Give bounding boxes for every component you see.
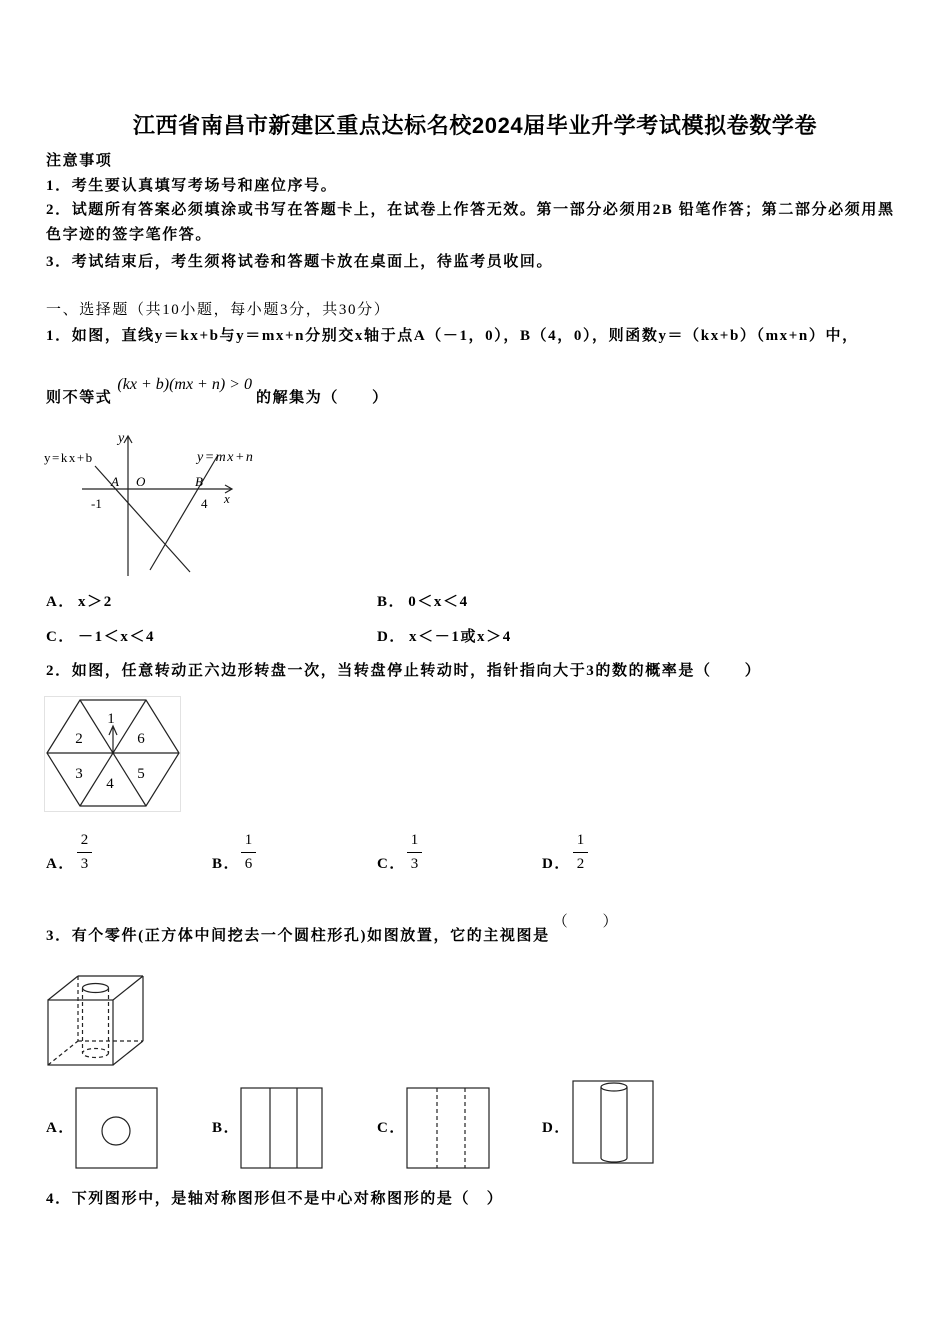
q2-option-b-label: B．: [212, 856, 241, 872]
q3-option-a-label: A．: [46, 1120, 76, 1136]
notice-item-2-line-2: 色字迹的签字笔作答。: [46, 227, 213, 243]
spinner-number: 6: [137, 731, 145, 747]
q1-stem-before: 则不等式: [46, 390, 113, 406]
cylinder-bottom: [601, 1158, 627, 1162]
cylinder-hidden-bottom: [83, 1049, 109, 1058]
notice-heading: 注意事项: [46, 153, 113, 169]
q3-option-c-figure: [406, 1087, 491, 1170]
cylinder-top: [601, 1083, 627, 1091]
q4-stem: 4．下列图形中，是轴对称图形但不是中心对称图形的是（ ）: [46, 1191, 504, 1207]
q1-inequality-formula: (kx + b)(mx + n) > 0: [117, 376, 252, 393]
q3-answer-bracket: （ ）: [552, 914, 620, 930]
q2-option-d-label: D．: [542, 856, 572, 872]
notice-item-2: [46, 198, 895, 248]
q3-stem: 3．有个零件(正方体中间挖去一个圆柱形孔)如图放置，它的主视图是: [46, 928, 550, 944]
cube-edge: [48, 976, 78, 1000]
point-b-label: B: [195, 474, 203, 489]
q1-option-b: [377, 592, 469, 612]
option-label: A．: [46, 594, 76, 610]
denominator: 3: [410, 856, 419, 872]
square-outline: [241, 1088, 322, 1168]
q1-option-a: [46, 592, 113, 612]
notice-item-1: 1．考生要认真填写考场号和座位序号。: [46, 178, 338, 194]
tick-a-label: -1: [91, 496, 102, 511]
point-a-label: A: [111, 474, 119, 489]
q3-stem-row: [46, 914, 620, 946]
option-text: 0＜x＜4: [408, 594, 469, 610]
option-text: x＞2: [78, 594, 113, 610]
q1-option-c: [46, 627, 155, 647]
denominator: 3: [80, 856, 89, 872]
circle-hole: [102, 1117, 130, 1145]
numerator: 2: [80, 832, 89, 848]
section-heading: 一、选择题（共10小题，每小题3分，共30分）: [46, 302, 391, 318]
q2-option-c-fraction: [407, 829, 422, 875]
cube-front-face: [48, 1000, 113, 1065]
q2-option-a-label: A．: [46, 856, 76, 872]
q2-option-b-fraction: [241, 829, 256, 875]
q3-option-c-label: C．: [377, 1120, 407, 1136]
q2-hexagon-spinner-figure: [44, 696, 182, 812]
line-mx-plus-n: [150, 455, 218, 570]
option-text: x＜－1或x＞4: [409, 629, 512, 645]
origin-label: O: [136, 474, 146, 489]
q3-option-a-figure: [75, 1087, 159, 1170]
q3-cube-figure: [46, 974, 146, 1069]
option-label: C．: [46, 629, 76, 645]
spinner-number: 1: [107, 711, 115, 727]
numerator: 1: [576, 832, 585, 848]
page-title: 江西省南昌市新建区重点达标名校2024届毕业升学考试模拟卷数学卷: [132, 113, 818, 138]
square-outline: [407, 1088, 489, 1168]
q1-stem: 1．如图，直线y＝kx+b与y＝mx+n分别交x轴于点A（－1，0），B（4，0），则函数y＝（kx+b）（mx+n）中，: [46, 328, 859, 344]
cube-edge: [113, 1041, 143, 1065]
q1-stem-after: 的解集为（ ）: [255, 390, 389, 406]
line2-label: y=mx+n: [197, 450, 255, 465]
denominator: 2: [576, 856, 585, 872]
line1-label: y=kx+b: [44, 450, 94, 465]
q3-option-b-figure: [240, 1087, 324, 1170]
q1-graph-figure: [44, 428, 266, 580]
q2-option-d-fraction: [573, 829, 588, 875]
y-axis-label: y: [118, 431, 125, 446]
spinner-number: 3: [75, 766, 83, 782]
spinner-number: 4: [106, 776, 114, 792]
cube-hidden-edge: [48, 1041, 78, 1065]
q2-option-c-label: C．: [377, 856, 407, 872]
option-text: －1＜x＜4: [78, 629, 156, 645]
x-axis-label: x: [224, 491, 230, 506]
denominator: 6: [244, 856, 253, 872]
tick-b-label: 4: [201, 496, 208, 511]
spinner-number: 2: [75, 731, 83, 747]
option-label: B．: [377, 594, 406, 610]
q3-option-d-label: D．: [542, 1120, 572, 1136]
numerator: 1: [244, 832, 253, 848]
numerator: 1: [410, 832, 419, 848]
option-label: D．: [377, 629, 407, 645]
notice-item-3: 3．考试结束后，考生须将试卷和答题卡放在桌面上，待监考员收回。: [46, 254, 554, 270]
notice-item-2-line-1: 2．试题所有答案必须填涂或书写在答题卡上，在试卷上作答无效。第一部分必须用2B 铅笔作答；第二部分必须用黑: [46, 202, 895, 218]
q2-stem: 2．如图，任意转动正六边形转盘一次，当转盘停止转动时，指针指向大于3的数的概率是（ ）: [46, 663, 762, 679]
q3-option-d-figure: [572, 1080, 655, 1166]
q1-option-d: [377, 627, 512, 647]
q2-option-a-fraction: [77, 829, 92, 875]
square-outline: [76, 1088, 157, 1168]
cylinder-top: [83, 984, 109, 993]
cube-edge: [113, 976, 143, 1000]
square-outline: [573, 1081, 653, 1163]
spinner-number: 5: [137, 766, 145, 782]
q3-option-b-label: B．: [212, 1120, 241, 1136]
q1-stem-line-2: [46, 376, 389, 408]
